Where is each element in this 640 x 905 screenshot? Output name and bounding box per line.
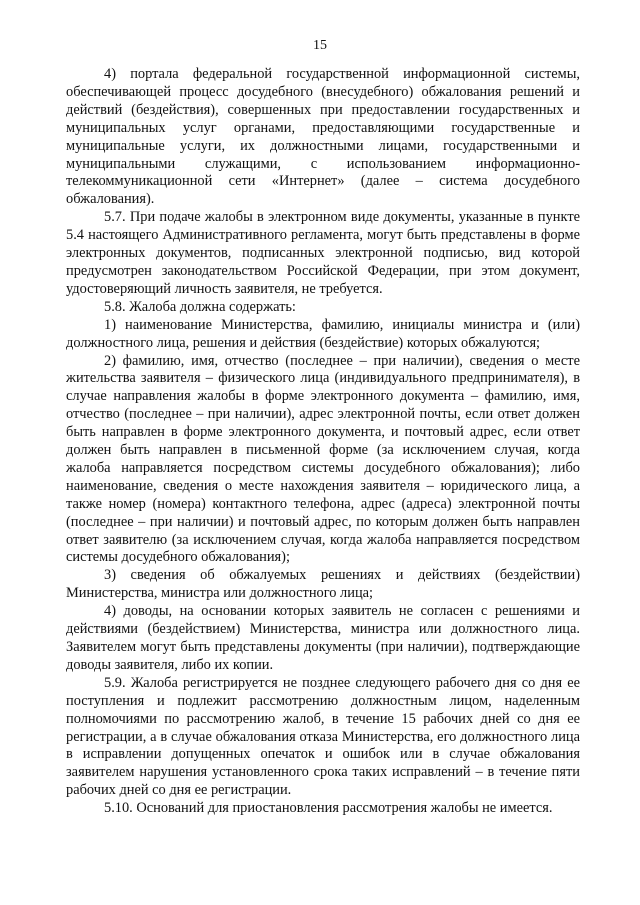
paragraph: 5.7. При подаче жалобы в электронном виде документы, указанные в пункте 5.4 настоящего Административного регламента, могут быть представлены в форме электронных документов, подписанных электронной подписью, вид которой предусмотрен законодательством Российской Федерации, при этом документ, удостоверяющий личность заявителя, не требуется. xyxy=(66,209,580,297)
page-body xyxy=(66,66,580,818)
paragraph: 3) сведения об обжалуемых решениях и действиях (бездействии) Министерства, министра или должностного лица; xyxy=(66,567,580,602)
page-number: 15 xyxy=(313,38,327,53)
paragraph: 2) фамилию, имя, отчество (последнее – при наличии), сведения о месте жительства заявителя – физического лица (индивидуального предпринимателя), в случае направления жалобы в форме электронного документа – фамилию, имя, отчество (последнее – при наличии), адрес электронной почты, если ответ должен быть направлен в форме электронного документа, и почтовый адрес, если ответ должен быть направлен в письменной форме (за исключением случая, когда жалоба направляется посредством системы досудебного обжалования); либо наименование, сведения о месте нахождения заявителя – юридического лица, а также номер (номера) контактного телефона, адрес (адреса) электронной почты (последнее – при наличии) и почтовый адрес, по которым должен быть направлен ответ заявителю (за исключением случая, когда жалоба направляется посредством системы досудебного обжалования); xyxy=(66,352,580,566)
paragraph: 4) портала федеральной государственной информационной системы, обеспечивающей процесс досудебного (внесудебного) обжалования решений и действий (бездействия), совершенных при предоставлении государственных и муниципальных услуг органами, предоставляющими государственные и муниципальные услуги, их должностными лицами, государственными и муниципальными служащими, с использованием информационно-телекоммуникационной сети «Интернет» (далее – система досудебного обжалования). xyxy=(66,66,580,208)
paragraph: 5.9. Жалоба регистрируется не позднее следующего рабочего дня со дня ее поступления и подлежит рассмотрению должностным лицом, наделенным полномочиями по рассмотрению жалоб, в течение 15 рабочих дней со дня ее регистрации, а в случае обжалования отказа Министерства, его должностного лица в исправлении допущенных опечаток и ошибок или в случае обжалования заявителем нарушения установленного срока таких исправлений – в течение пяти рабочих дней со дня ее регистрации. xyxy=(66,674,580,799)
paragraph: 5.10. Оснований для приостановления рассмотрения жалобы не имеется. xyxy=(104,800,553,817)
paragraph: 4) доводы, на основании которых заявитель не согласен с решениями и действиями (бездействием) Министерства, министра или должностного лица. Заявителем могут быть представлены документы (при наличии), подтверждающие доводы заявителя, либо их копии. xyxy=(66,603,580,673)
paragraph: 5.8. Жалоба должна содержать: xyxy=(104,298,296,315)
paragraph: 1) наименование Министерства, фамилию, инициалы министра и (или) должностного лица, решения и действия (бездействие) которых обжалуются; xyxy=(66,316,580,351)
